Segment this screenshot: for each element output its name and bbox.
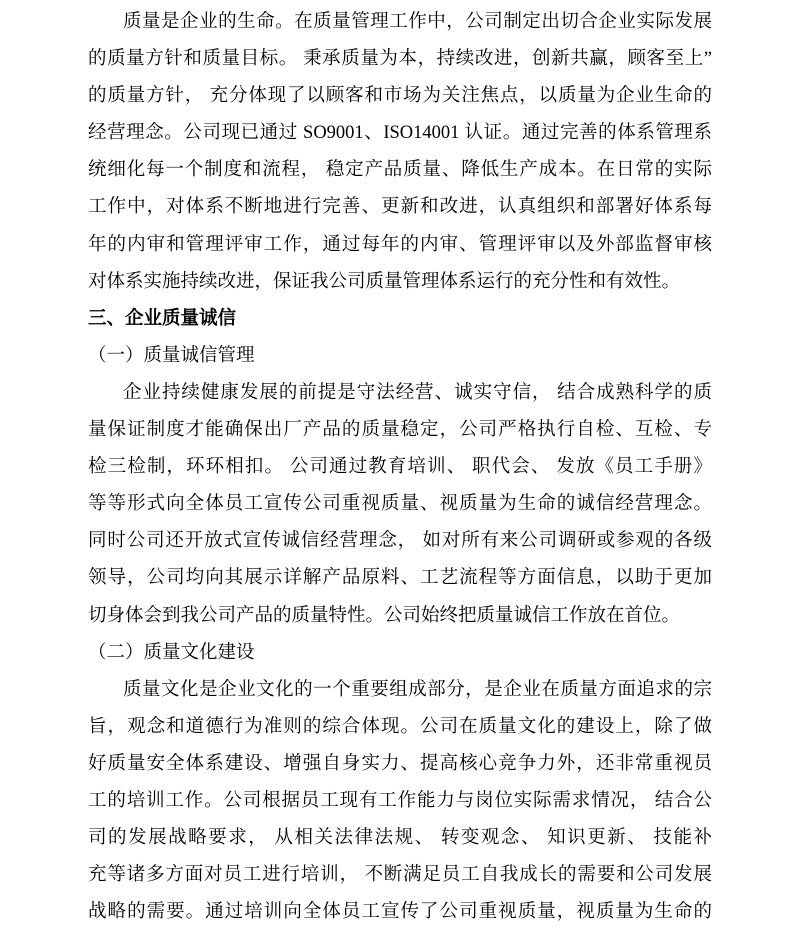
text-line: 统细化每一个制度和流程， 稳定产品质量、降低生产成本。在日常的实际 (88, 160, 712, 181)
text-line: 量保证制度才能确保出厂产品的质量稳定，公司严格执行自检、互检、专 (88, 420, 712, 441)
subsection-heading: （二）质量文化建设 (88, 642, 255, 663)
text-line: 检三检制，环环相扣。 公司通过教育培训、 职代会、 发放《员工手册》 (88, 457, 712, 478)
text-line: 充等诸多方面对员工进行培训， 不断满足员工自我成长的需要和公司发展 (88, 865, 712, 886)
subsection-heading: （一）质量诚信管理 (88, 345, 255, 366)
text-line: 质量是企业的生命。在质量管理工作中，公司制定出切合企业实际发展 (123, 12, 712, 32)
text-line: 司的发展战略要求， 从相关法律法规、 转变观念、 知识更新、 技能补 (88, 828, 712, 849)
text-line: 年的内审和管理评审工作，通过每年的内审、管理评审以及外部监督审核 (88, 234, 712, 255)
text-line: 的质量方针和质量目标。 秉承质量为本，持续改进，创新共赢，顾客至上” (88, 49, 712, 70)
section-heading: 三、企业质量诚信 (88, 308, 237, 329)
text-line: 战略的需要。通过培训向全体员工宣传了公司重视质量，视质量为生命的 (88, 902, 712, 923)
text-line: 等等形式向全体员工宣传公司重视质量、视质量为生命的诚信经营理念。 (88, 494, 712, 515)
text-line: 领导，公司均向其展示详解产品原料、工艺流程等方面信息，以助于更加 (88, 568, 712, 589)
text-line: 切身体会到我公司产品的质量特性。公司始终把质量诚信工作放在首位。 (88, 605, 681, 626)
text-line: 企业持续健康发展的前提是守法经营、诚实守信， 结合成熟科学的质 (123, 382, 712, 403)
text-line: 工的培训工作。公司根据员工现有工作能力与岗位实际需求情况， 结合公 (88, 790, 712, 811)
text-line: 工作中，对体系不断地进行完善、更新和改进，认真组织和部署好体系每 (88, 197, 712, 218)
text-line: 的质量方针， 充分体现了以顾客和市场为关注焦点，以质量为企业生命的 (88, 86, 712, 107)
text-line: 好质量安全体系建设、增强自身实力、提高核心竞争力外，还非常重视员 (88, 753, 712, 774)
text-line: 同时公司还开放式宣传诚信经营理念， 如对所有来公司调研或参观的各级 (88, 531, 712, 552)
text-line: 经营理念。公司现已通过 SO9001、ISO14001 认证。通过完善的体系管理系 (88, 123, 712, 144)
text-line: 旨，观念和道德行为准则的综合体现。公司在质量文化的建设上，除了做 (88, 716, 712, 737)
text-line: 质量文化是企业文化的一个重要组成部分，是企业在质量方面追求的宗 (123, 679, 712, 700)
text-line: 对体系实施持续改进，保证我公司质量管理体系运行的充分性和有效性。 (88, 271, 681, 292)
